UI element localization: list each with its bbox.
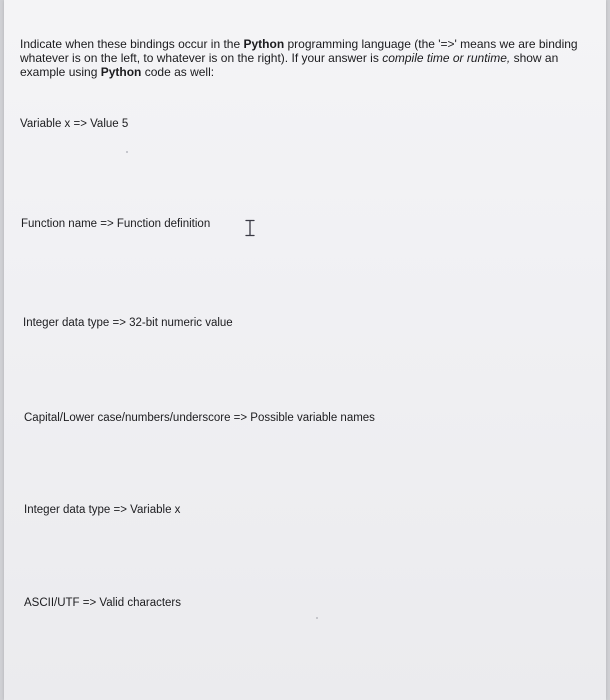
text-cursor-icon — [244, 219, 256, 237]
binding-item-function-definition: Function name => Function definition — [21, 218, 211, 230]
binding-item-variable-value: Variable x => Value 5 — [20, 118, 129, 130]
python-keyword-2: Python — [100, 65, 142, 79]
intro-part-2: programming language (the '=>' means we are binding whatever is on the left, to whatever is on the right). — [20, 37, 578, 65]
binding-item-valid-characters: ASCII/UTF => Valid characters — [24, 597, 182, 609]
instructions-paragraph — [20, 37, 586, 79]
intro-part-5: code as well: — [141, 65, 215, 79]
binding-item-integer-32bit: Integer data type => 32-bit numeric value — [23, 317, 233, 329]
intro-part-4: show an example using — [20, 51, 559, 79]
worksheet-page — [4, 0, 606, 700]
paper-speck — [316, 617, 318, 619]
python-keyword-1: Python — [243, 37, 285, 51]
intro-part-1: Indicate when these bindings occur in the — [20, 37, 244, 51]
compile-runtime-emphasis: compile time or runtime, — [382, 51, 511, 65]
binding-item-integer-variable: Integer data type => Variable x — [24, 504, 181, 516]
binding-item-variable-names: Capital/Lower case/numbers/underscore => Possible variable names — [24, 412, 375, 424]
intro-part-3: If your answer is — [291, 51, 383, 65]
paper-speck — [126, 151, 128, 153]
